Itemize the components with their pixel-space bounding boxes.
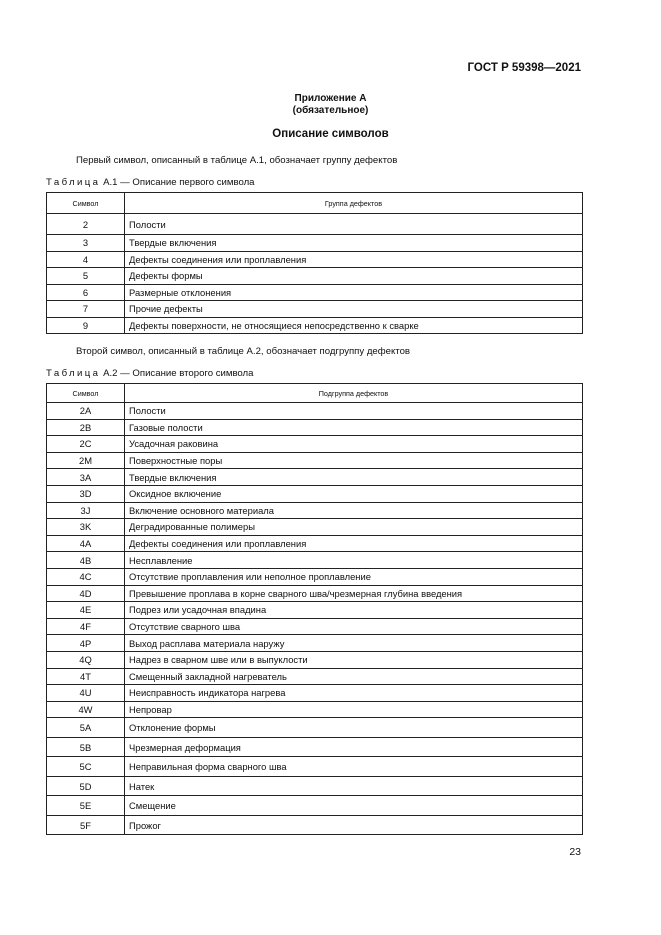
description-cell: Неисправность индикатора нагрева	[125, 685, 583, 702]
description-cell: Смещение	[125, 796, 583, 816]
symbol-cell: 5A	[47, 718, 125, 738]
symbol-cell: 4C	[47, 568, 125, 585]
description-cell: Смещенный закладной нагреватель	[125, 668, 583, 685]
symbol-cell: 3	[47, 235, 125, 252]
symbol-cell: 4E	[47, 602, 125, 619]
symbol-cell: 4F	[47, 618, 125, 635]
description-cell: Дефекты соединения или проплавления	[125, 251, 583, 268]
table-row	[47, 618, 583, 635]
appendix-status: (обязательное)	[292, 105, 369, 116]
col-header-symbol: Символ	[47, 384, 125, 403]
symbol-cell: 4	[47, 251, 125, 268]
table-row	[47, 214, 583, 235]
table-row	[47, 403, 583, 420]
description-cell: Отклонение формы	[125, 718, 583, 738]
table-row	[47, 568, 583, 585]
symbol-cell: 2B	[47, 419, 125, 436]
description-cell: Газовые полости	[125, 419, 583, 436]
symbol-cell: 4P	[47, 635, 125, 652]
symbol-cell: 4Q	[47, 651, 125, 668]
caption-prefix: Таблица	[46, 368, 101, 379]
symbol-cell: 5F	[47, 815, 125, 835]
table-row	[47, 301, 583, 318]
description-cell: Превышение проплава в корне сварного шва/чрезмерная глубина введения	[125, 585, 583, 602]
description-cell: Неправильная форма сварного шва	[125, 757, 583, 777]
symbol-cell: 2A	[47, 403, 125, 420]
table-row	[47, 651, 583, 668]
intro-table-a2: Второй символ, описанный в таблице А.2, обозначает подгруппу дефектов	[76, 346, 411, 357]
table-a1	[46, 192, 583, 334]
table-row	[47, 419, 583, 436]
table-row	[47, 469, 583, 486]
table-a2	[46, 383, 583, 835]
symbol-cell: 3A	[47, 469, 125, 486]
description-cell: Твердые включения	[125, 469, 583, 486]
symbol-cell: 9	[47, 317, 125, 334]
description-cell: Подрез или усадочная впадина	[125, 602, 583, 619]
table-row	[47, 635, 583, 652]
caption-prefix: Таблица	[46, 177, 101, 188]
page-number: 23	[569, 846, 581, 858]
description-cell: Отсутствие сварного шва	[125, 618, 583, 635]
description-cell: Полости	[125, 403, 583, 420]
table-row	[47, 701, 583, 718]
table-row	[47, 602, 583, 619]
description-cell: Включение основного материала	[125, 502, 583, 519]
section-title: Описание символов	[272, 128, 389, 140]
description-cell: Несплавление	[125, 552, 583, 569]
symbol-cell: 2C	[47, 436, 125, 453]
symbol-cell: 2	[47, 214, 125, 235]
description-cell: Твердые включения	[125, 235, 583, 252]
col-header-symbol: Символ	[47, 193, 125, 214]
table-row	[47, 251, 583, 268]
description-cell: Размерные отклонения	[125, 284, 583, 301]
standard-designation: ГОСТ Р 59398—2021	[467, 62, 581, 74]
caption-text: А.2 — Описание второго символа	[103, 368, 254, 379]
symbol-cell: 4W	[47, 701, 125, 718]
table-a2-caption	[46, 368, 254, 379]
description-cell: Непровар	[125, 701, 583, 718]
description-cell: Полости	[125, 214, 583, 235]
table-a1-caption	[46, 177, 255, 188]
symbol-cell: 5B	[47, 737, 125, 757]
table-row	[47, 737, 583, 757]
symbol-cell: 5E	[47, 796, 125, 816]
table-row	[47, 718, 583, 738]
table-row	[47, 757, 583, 777]
symbol-cell: 7	[47, 301, 125, 318]
table-row	[47, 502, 583, 519]
table-row	[47, 452, 583, 469]
description-cell: Отсутствие проплавления или неполное проплавление	[125, 568, 583, 585]
table-row	[47, 585, 583, 602]
description-cell: Прожог	[125, 815, 583, 835]
table-row	[47, 284, 583, 301]
description-cell: Дефекты поверхности, не относящиеся непосредственно к сварке	[125, 317, 583, 334]
description-cell: Дефекты формы	[125, 268, 583, 285]
description-cell: Оксидное включение	[125, 485, 583, 502]
symbol-cell: 4T	[47, 668, 125, 685]
symbol-cell: 5C	[47, 757, 125, 777]
symbol-cell: 2M	[47, 452, 125, 469]
table-row	[47, 776, 583, 796]
symbol-cell: 3K	[47, 519, 125, 536]
table-row	[47, 535, 583, 552]
table-row	[47, 436, 583, 453]
table-row	[47, 235, 583, 252]
col-header-group: Группа дефектов	[125, 193, 583, 214]
table-row	[47, 485, 583, 502]
symbol-cell: 4B	[47, 552, 125, 569]
description-cell: Выход расплава материала наружу	[125, 635, 583, 652]
caption-text: А.1 — Описание первого символа	[103, 177, 255, 188]
symbol-cell: 4A	[47, 535, 125, 552]
symbol-cell: 4U	[47, 685, 125, 702]
description-cell: Усадочная раковина	[125, 436, 583, 453]
description-cell: Надрез в сварном шве или в выпуклости	[125, 651, 583, 668]
table-row	[47, 668, 583, 685]
intro-table-a1: Первый символ, описанный в таблице А.1, обозначает группу дефектов	[76, 155, 398, 166]
table-row	[47, 796, 583, 816]
table-row	[47, 519, 583, 536]
symbol-cell: 6	[47, 284, 125, 301]
table-row	[47, 552, 583, 569]
description-cell: Прочие дефекты	[125, 301, 583, 318]
table-row	[47, 317, 583, 334]
description-cell: Чрезмерная деформация	[125, 737, 583, 757]
description-cell: Натек	[125, 776, 583, 796]
description-cell: Поверхностные поры	[125, 452, 583, 469]
table-row	[47, 268, 583, 285]
appendix-title: Приложение А	[294, 93, 367, 104]
symbol-cell: 5D	[47, 776, 125, 796]
description-cell: Дефекты соединения или проплавления	[125, 535, 583, 552]
col-header-subgroup: Подгруппа дефектов	[125, 384, 583, 403]
symbol-cell: 5	[47, 268, 125, 285]
table-row	[47, 815, 583, 835]
description-cell: Деградированные полимеры	[125, 519, 583, 536]
table-row	[47, 685, 583, 702]
symbol-cell: 4D	[47, 585, 125, 602]
symbol-cell: 3J	[47, 502, 125, 519]
symbol-cell: 3D	[47, 485, 125, 502]
